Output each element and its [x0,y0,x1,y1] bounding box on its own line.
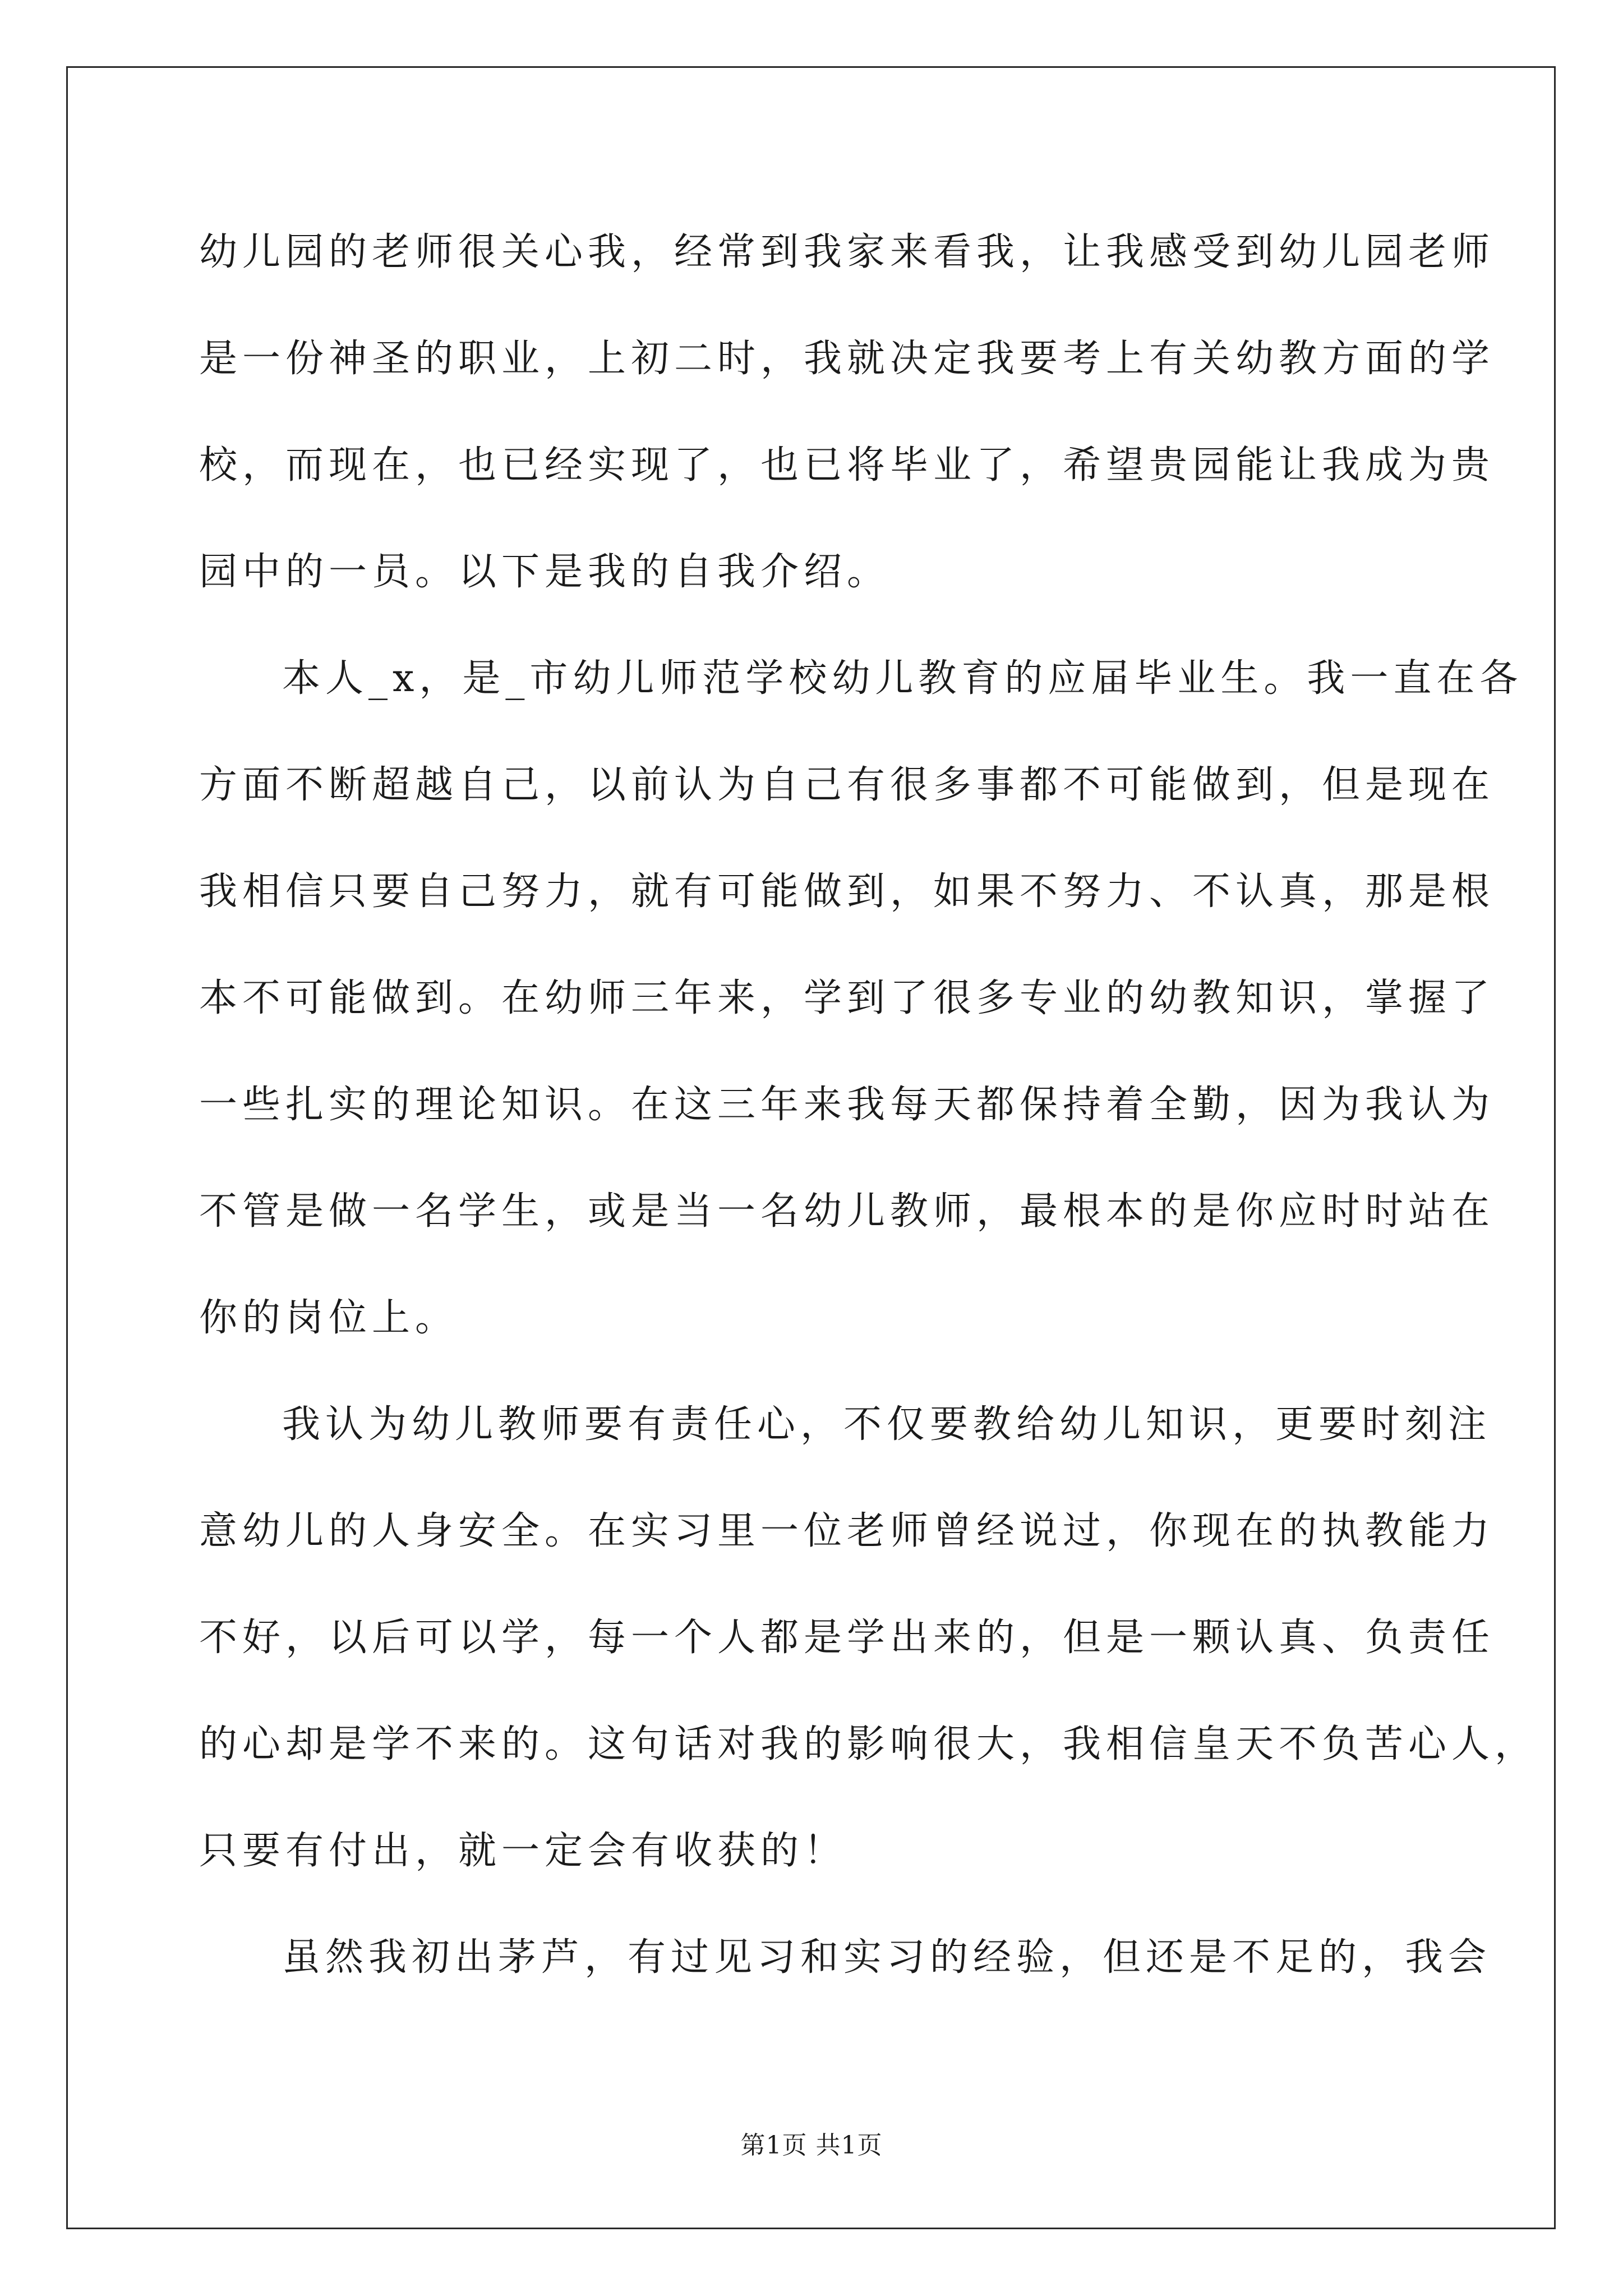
text-line: 只要有付出，就一定会有收获的！ [199,1829,847,1873]
text-line: 本不可能做到。在幼师三年来，学到了很多专业的幼教知识，掌握了 [199,976,1495,1020]
text-line: 不管是做一名学生，或是当一名幼儿教师，最根本的是你应时时站在 [199,1189,1495,1234]
text-line: 一些扎实的理论知识。在这三年来我每天都保持着全勤，因为我认为 [199,1083,1495,1127]
text-line: 校，而现在，也已经实现了，也已将毕业了，希望贵园能让我成为贵 [199,443,1495,487]
text-line: 幼儿园的老师很关心我，经常到我家来看我，让我感受到幼儿园老师 [199,230,1495,274]
text-line: 是一份神圣的职业，上初二时，我就决定我要考上有关幼教方面的学 [199,337,1495,381]
paragraph-first-line: 本人_x，是_市幼儿师范学校幼儿教育的应届毕业生。我一直在各 [282,656,1523,701]
text-line: 的心却是学不来的。这句话对我的影响很大，我相信皇天不负苦心人， [199,1722,1538,1766]
text-line: 我相信只要自己努力，就有可能做到，如果不努力、不认真，那是根 [199,869,1495,914]
paragraph-first-line: 虽然我初出茅芦，有过见习和实习的经验，但还是不足的，我会 [282,1935,1492,1980]
page-border [66,66,1556,2229]
paragraph-first-line: 我认为幼儿教师要有责任心，不仅要教给幼儿知识，更要时刻注 [282,1402,1492,1447]
page-number: 第1页 共1页 [740,2131,883,2160]
text-line: 你的岗位上。 [199,1296,459,1340]
text-line: 园中的一员。以下是我的自我介绍。 [199,550,891,594]
text-line: 方面不断超越自己，以前认为自己有很多事都不可能做到，但是现在 [199,763,1495,807]
text-line: 不好，以后可以学，每一个人都是学出来的，但是一颗认真、负责任 [199,1616,1495,1660]
text-line: 意幼儿的人身安全。在实习里一位老师曾经说过，你现在的执教能力 [199,1509,1495,1553]
